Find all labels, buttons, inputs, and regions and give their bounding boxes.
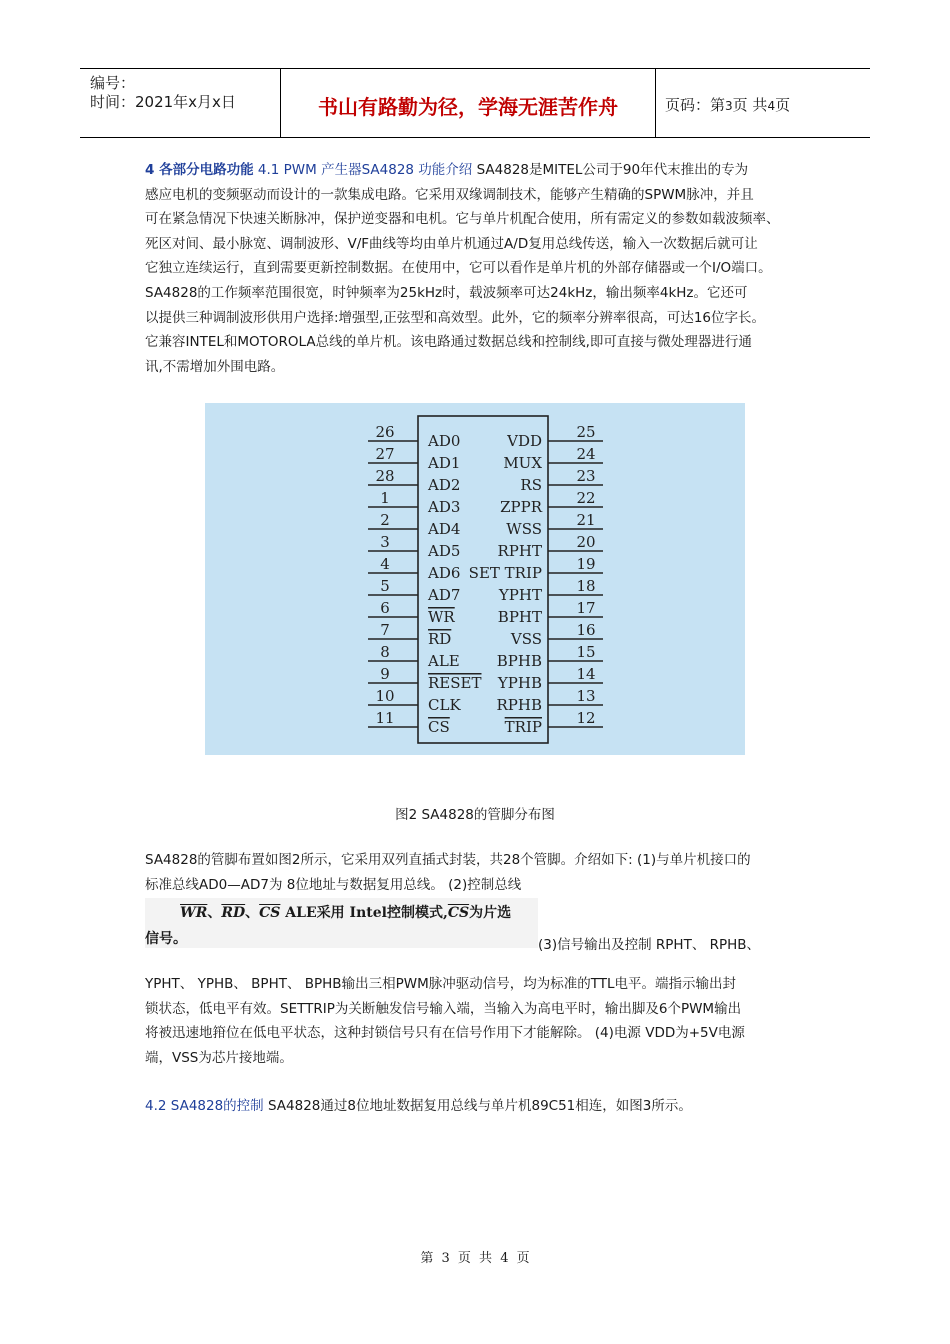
pin-name-left: AD3 bbox=[428, 498, 461, 516]
rd-signal: $\overline{RD}$ bbox=[221, 905, 246, 921]
paragraph-line: 锁状态，低电平有效。SETTRIP为关断触发信号输入端，当输入为高电平时，输出脚及6个PWM输出 bbox=[145, 1000, 742, 1017]
paragraph-line: 以提供三种调制波形供用户选择:增强型,正弦型和高效型。此外，它的频率分辨率很高，可达16位字长。 bbox=[145, 309, 766, 326]
page-prefix: 页码：第 bbox=[665, 96, 726, 114]
pin-diagram-svg bbox=[205, 403, 745, 755]
pin-number-left: 27 bbox=[375, 445, 395, 463]
pin-name-left: AD0 bbox=[428, 432, 461, 450]
pin-number-right: 25 bbox=[576, 423, 596, 441]
pin-number-left: 10 bbox=[375, 687, 395, 705]
pin-name-right: BPHT bbox=[497, 608, 542, 626]
cs-signal: $\overline{CS}$ bbox=[259, 905, 281, 921]
pin-name-right: VDD bbox=[507, 432, 542, 450]
wr-signal: $\overline{WR}$ bbox=[180, 905, 208, 921]
pin-number-right: 24 bbox=[576, 445, 596, 463]
pin-number-right: 20 bbox=[576, 533, 596, 551]
pin-name-right: ZPPR bbox=[500, 498, 542, 516]
header-page-cell bbox=[655, 69, 870, 137]
pin-name-right: TRIP bbox=[504, 718, 542, 736]
section-4-2-heading: 4.2 SA4828的控制 bbox=[145, 1098, 264, 1114]
pin-number-right: 14 bbox=[576, 665, 596, 683]
paragraph-line: 死区对间、最小脉宽、调制波形、V/F曲线等均由单片机通过A/D复用总线传送，输入一次数据后就可让 bbox=[145, 235, 758, 252]
pin-number-left: 7 bbox=[380, 621, 390, 639]
page-indicator bbox=[665, 94, 790, 115]
section-4-paragraph bbox=[145, 158, 815, 379]
pin-name-right: RS bbox=[520, 476, 542, 494]
pin-number-right: 23 bbox=[576, 467, 596, 485]
pin-name-right: YPHB bbox=[497, 674, 542, 692]
pin-number-right: 16 bbox=[576, 621, 596, 639]
pin-number-right: 13 bbox=[576, 687, 596, 705]
pin-name-left: CS bbox=[428, 718, 450, 736]
paragraph-line: YPHT、 YPHB、 BPHT、 BPHB输出三相PWM脉冲驱动信号，均为标准的TTL电平。端指示输出封 bbox=[145, 976, 736, 992]
paragraph-line: 它独立连续运行，直到需要更新控制数据。在使用中，它可以看作是单片机的外部存储器或一个I/O端口。 bbox=[145, 260, 772, 277]
inset-line-1: $\overline{WR}$、$\overline{RD}$、$\overline{CS}$ ALE采用 Intel控制模式$,\overline{CS}$为片选 bbox=[180, 905, 512, 921]
pin-number-right: 17 bbox=[576, 599, 596, 617]
pin-number-left: 3 bbox=[380, 533, 390, 551]
pin-name-right: MUX bbox=[503, 454, 542, 472]
pin-number-right: 19 bbox=[576, 555, 596, 573]
inset-line-2: 信号。 bbox=[145, 931, 187, 947]
doc-time-label: 时间：2021年x月x日 bbox=[90, 93, 236, 111]
pin-name-right: RPHB bbox=[496, 696, 542, 714]
pin-name-left: RD bbox=[428, 630, 452, 648]
pin-name-right: WSS bbox=[506, 520, 542, 538]
page-footer: 第 3 页 共 4 页 bbox=[420, 1251, 530, 1266]
paragraph-line: 4 各部分电路功能 4.1 PWM 产生器SA4828 功能介绍 SA4828是MITEL公司于90年代末推出的专为 bbox=[145, 162, 749, 178]
paragraph-line: 感应电机的变频驱动而设计的一款集成电路。它采用双缘调制技术，能够产生精确的SPWM脉冲，并且 bbox=[145, 186, 754, 203]
pin-number-left: 28 bbox=[375, 467, 395, 485]
output-paragraph bbox=[145, 972, 815, 1070]
pin-name-left: WR bbox=[428, 608, 455, 626]
pin-name-left: AD5 bbox=[428, 542, 461, 560]
paragraph-line: 讯,不需增加外围电路。 bbox=[145, 358, 285, 375]
pin-name-left: AD4 bbox=[428, 520, 461, 538]
pin-number-left: 5 bbox=[380, 577, 390, 595]
pin-name-left: AD1 bbox=[428, 454, 461, 472]
pin-name-left: CLK bbox=[428, 696, 461, 714]
pin-name-left: ALE bbox=[428, 652, 460, 670]
pin-number-right: 21 bbox=[576, 511, 596, 529]
pin-number-left: 8 bbox=[380, 643, 390, 661]
pin-name-right: VSS bbox=[510, 630, 542, 648]
pin-number-left: 1 bbox=[380, 489, 390, 507]
pin-name-right: YPHT bbox=[498, 586, 542, 604]
pin-diagram-figure bbox=[205, 403, 745, 755]
pin-name-left: RESET bbox=[428, 674, 482, 692]
page-mid: 页 共 bbox=[732, 96, 768, 114]
paragraph-line: 标准总线AD0—AD7为 8位地址与数据复用总线。 (2)控制总线 bbox=[145, 876, 522, 893]
subsection-heading: 4.1 PWM 产生器SA4828 功能介绍 bbox=[257, 162, 473, 178]
pin-number-right: 12 bbox=[576, 709, 596, 727]
paragraph-line: SA4828的管脚布置如图2所示，它采用双列直插式封装，共28个管脚。介绍如下: (1)与单片机接口的 bbox=[145, 852, 751, 868]
paragraph-line: 可在紧急情况下快速关断脉冲，保护逆变器和电机。它与单片机配合使用，所有需定义的参数如载波频率、 bbox=[145, 211, 780, 228]
signal-output-lead: (3)信号输出及控制 RPHT、 RPHB、 bbox=[538, 937, 761, 953]
pin-number-right: 22 bbox=[576, 489, 596, 507]
pin-number-right: 18 bbox=[576, 577, 596, 595]
pin-number-left: 4 bbox=[380, 555, 390, 573]
pin-number-left: 2 bbox=[380, 511, 390, 529]
page-number: 3 bbox=[725, 99, 733, 113]
pin-name-right: SET TRIP bbox=[468, 564, 542, 582]
pin-number-left: 6 bbox=[380, 599, 390, 617]
section-heading: 4 各部分电路功能 bbox=[145, 162, 254, 178]
section-4-2-paragraph bbox=[145, 1094, 815, 1119]
pin-number-left: 9 bbox=[380, 665, 390, 683]
header-left-cell bbox=[80, 69, 280, 137]
figure-caption: 图2 SA4828的管脚分布图 bbox=[395, 807, 555, 823]
page-total: 4 bbox=[767, 99, 776, 113]
pin-number-left: 11 bbox=[375, 709, 395, 727]
cs-signal-2: $\overline{CS}$ bbox=[447, 905, 470, 921]
paragraph-line: 它兼容INTEL和MOTOROLA总线的单片机。该电路通过数据总线和控制线,即可直接与微处理器进行通 bbox=[145, 334, 752, 351]
control-bus-inset bbox=[145, 898, 538, 948]
paragraph-line: 将被迅速地箝位在低电平状态，这种封锁信号只有在信号作用下才能解除。 (4)电源 VDD为+5V电源 bbox=[145, 1025, 745, 1042]
pin-name-left: AD2 bbox=[428, 476, 461, 494]
motto-text: 书山有路勤为径，学海无涯苦作舟 bbox=[318, 95, 618, 119]
page-header bbox=[80, 68, 870, 138]
pin-name-left: AD6 bbox=[428, 564, 461, 582]
pins-paragraph bbox=[145, 848, 815, 897]
pin-number-left: 26 bbox=[375, 423, 395, 441]
pin-name-left: AD7 bbox=[428, 586, 461, 604]
paragraph-line: SA4828的工作频率范围很宽，时钟频率为25kHz时，载波频率可达24kHz，输出频率4kHz。它还可 bbox=[145, 284, 748, 301]
paragraph-line: 端，VSS为芯片接地端。 bbox=[145, 1049, 293, 1066]
doc-code-label: 编号： bbox=[90, 74, 136, 92]
pin-name-right: BPHB bbox=[496, 652, 542, 670]
header-motto-cell bbox=[280, 69, 656, 137]
page-suffix: 页 bbox=[775, 96, 791, 114]
paragraph-line: 4.2 SA4828的控制 SA4828通过8位地址数据复用总线与单片机89C51相连，如图3所示。 bbox=[145, 1098, 692, 1114]
pin-name-right: RPHT bbox=[497, 542, 542, 560]
pin-number-right: 15 bbox=[576, 643, 596, 661]
